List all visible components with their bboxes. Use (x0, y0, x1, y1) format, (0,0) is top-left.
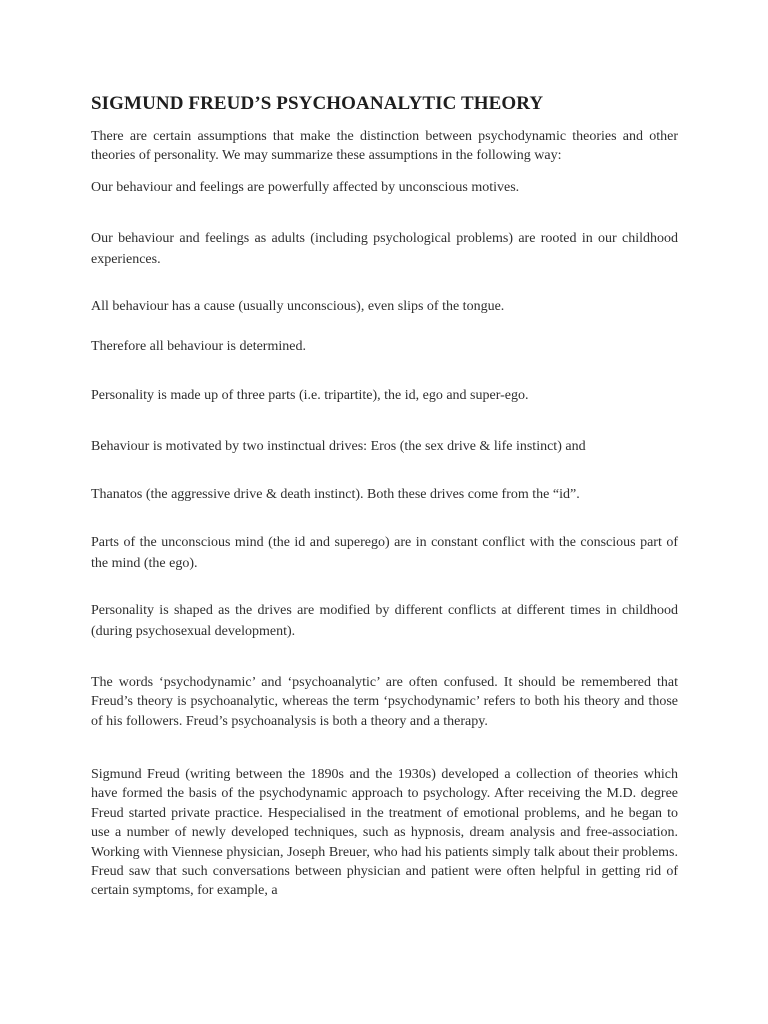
paragraph-freud-biography: Sigmund Freud (writing between the 1890s and the 1930s) developed a collection of theories which have formed the basis of the psychodynamic approach to psychology. After receiving the M.D. degree Freud started private practice. Hespecialised in the treatment of emotional problems, and he began to use a number of newly developed techniques, such as hypnosis, dream analysis and free-association. Working with Viennese physician, Joseph Breuer, who had his patients simply talk about their problems. Freud saw that such conversations between physician and patient were often helpful in getting rid of certain symptoms, for example, a (91, 767, 678, 899)
paragraph-thanatos: Thanatos (the aggressive drive & death instinct). Both these drives come from the “id”. (91, 487, 580, 502)
paragraph-childhood-experiences: Our behaviour and feelings as adults (including psychological problems) are rooted in our childhood experiences. (91, 231, 678, 267)
paragraph-instinctual-drives: Behaviour is motivated by two instinctual drives: Eros (the sex drive & life instinct) and (91, 439, 586, 454)
paragraph-psychodynamic-vs-psychoanalytic: The words ‘psychodynamic’ and ‘psychoanalytic’ are often confused. It should be remembered that Freud’s theory is psychoanalytic, whereas the term ‘psychodynamic’ refers to both his theory and those of his followers. Freud’s psychoanalysis is both a theory and a therapy. (91, 675, 678, 729)
paragraph-tripartite-personality: Personality is made up of three parts (i.e. tripartite), the id, ego and super-ego. (91, 388, 529, 403)
document-page (91, 0, 678, 1024)
paragraph-personality-shaped: Personality is shaped as the drives are modified by different conflicts at different times in childhood (during psychosexual development). (91, 603, 678, 639)
paragraph-unconscious-conflict: Parts of the unconscious mind (the id and superego) are in constant conflict with the conscious part of the mind (the ego). (91, 535, 678, 571)
paragraph-assumptions-intro: There are certain assumptions that make the distinction between psychodynamic theories and other theories of personality. We may summarize these assumptions in the following way: (91, 129, 678, 164)
paragraph-behaviour-determined: Therefore all behaviour is determined. (91, 339, 306, 354)
paragraph-behaviour-cause: All behaviour has a cause (usually unconscious), even slips of the tongue. (91, 299, 505, 314)
paragraph-unconscious-motives: Our behaviour and feelings are powerfully affected by unconscious motives. (91, 180, 520, 195)
document-title: SIGMUND FREUD’S PSYCHOANALYTIC THEORY (91, 93, 544, 114)
